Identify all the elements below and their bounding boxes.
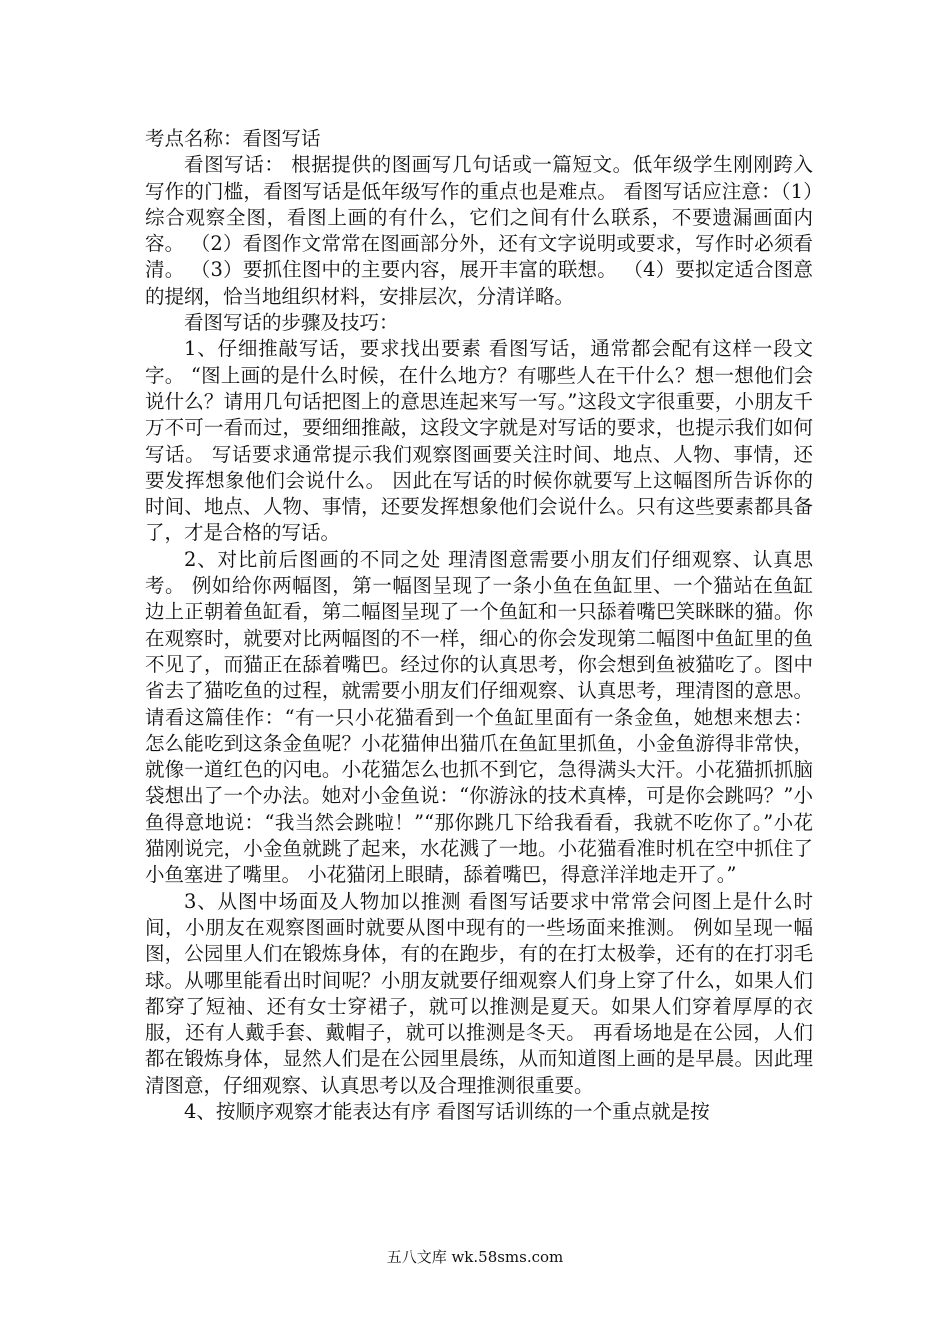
paragraph-step-4: 4、按顺序观察才能表达有序 看图写话训练的一个重点就是按 [184, 1099, 710, 1123]
paragraph-step-3: 3、从图中场面及人物加以推测 看图写话要求中常常会问图上是什么时间，小朋友在观察图画时就要从图中现有的一些场面来推测。 例如呈现一幅图，公园里人们在锻炼身体，有的在跑步，有的在打太极拳，还有的在打羽毛球。从哪里能看出时间呢？小朋友就要仔细观察人们身上穿了什么，如果人们都穿了短袖、还有女士穿裙子，就可以推测是夏天。如果人们穿着厚厚的衣服，还有人戴手套、戴帽子，就可以推测是冬天。 再看场地是在公园，人们都在锻炼身体，显然人们是在公园里晨练，从而知道图上画的是早晨。因此理清图意，仔细观察、认真思考以及合理推测很重要。 [145, 889, 813, 1097]
paragraph-step-1: 1、仔细推敲写话，要求找出要素 看图写话，通常都会配有这样一段文字。 “图上画的是什么时候，在什么地方？有哪些人在干什么？想一想他们会说什么？请用几句话把图上的意思连起来写一写。”这段文字很重要，小朋友千万不可一看而过，要细细推敲，这段文字就是对写话的要求，也提示我们如何写话。 写话要求通常提示我们观察图画要关注时间、地点、人物、事情，还要发挥想象他们会说什么。 因此在写话的时候你就要写上这幅图所告诉你的时间、地点、人物、事情，还要发挥想象他们会说什么。只有这些要素都具备了，才是合格的写话。 [145, 337, 813, 545]
document-body [145, 126, 813, 1125]
paragraph-intro: 看图写话： 根据提供的图画写几句话或一篇短文。低年级学生刚刚跨入写作的门槛，看图写话是低年级写作的重点也是难点。 看图写话应注意：（1）综合观察全图，看图上画的有什么，它们之间有什么联系，不要遗漏画面内容。 （2）看图作文常常在图画部分外，还有文字说明或要求，写作时必须看清。 （3）要抓住图中的主要内容，展开丰富的联想。 （4）要拟定适合图意的提纲，恰当地组织材料，安排层次，分清详略。 [145, 153, 813, 308]
paragraph-step-2: 2、对比前后图画的不同之处 理清图意需要小朋友们仔细观察、认真思考。 例如给你两幅图，第一幅图呈现了一条小鱼在鱼缸里、一个猫站在鱼缸边上正朝着鱼缸看，第二幅图呈现了一个鱼缸和一只舔着嘴巴笑眯眯的猫。你在观察时，就要对比两幅图的不一样，细心的你会发现第二幅图中鱼缸里的鱼不见了，而猫正在舔着嘴巴。经过你的认真思考，你会想到鱼被猫吃了。图中省去了猫吃鱼的过程，就需要小朋友们仔细观察、认真思考，理清图的意思。 请看这篇佳作：“有一只小花猫看到一个鱼缸里面有一条金鱼，她想来想去：怎么能吃到这条金鱼呢？小花猫伸出猫爪在鱼缸里抓鱼，小金鱼游得非常快，就像一道红色的闪电。小花猫怎么也抓不到它，急得满头大汗。小花猫抓抓脑袋想出了一个办法。她对小金鱼说：“你游泳的技术真棒，可是你会跳吗？”小鱼得意地说：“我当然会跳啦！”“那你跳几下给我看看，我就不吃你了。”小花猫刚说完，小金鱼就跳了起来，水花溅了一地。小花猫看准时机在空中抓住了小鱼塞进了嘴里。 小花猫闭上眼睛，舔着嘴巴，得意洋洋地走开了。” [145, 547, 813, 887]
page-footer: 五八文库 wk.58sms.com [386, 1248, 564, 1266]
paragraph-steps-heading: 看图写话的步骤及技巧： [184, 311, 399, 335]
document-title: 考点名称：看图写话 [145, 127, 321, 150]
